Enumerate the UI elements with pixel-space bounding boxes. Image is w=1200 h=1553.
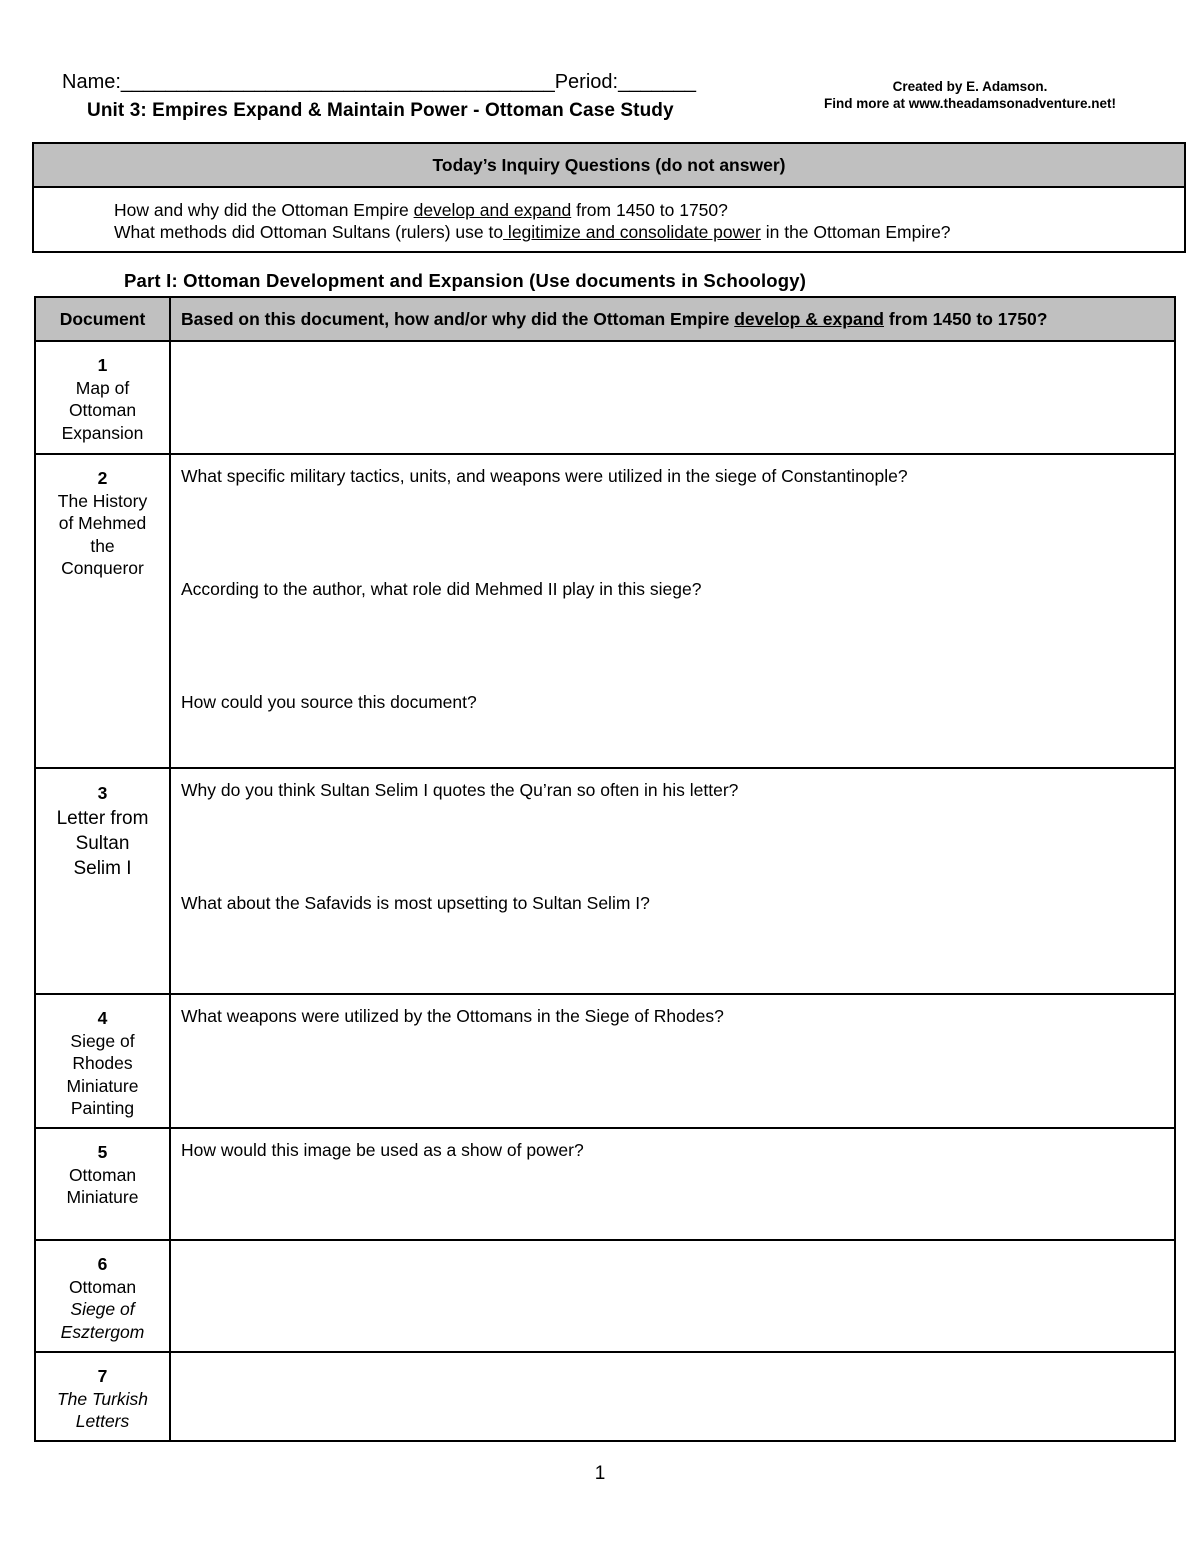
document-cell: 4 Siege of Rhodes Miniature Painting <box>35 994 170 1128</box>
inquiry-questions-box <box>32 142 1186 253</box>
table-row <box>35 1128 1175 1240</box>
credit-block <box>760 78 1180 112</box>
document-cell: 2 The History of Mehmed the Conqueror <box>35 454 170 768</box>
table-row <box>35 454 1175 768</box>
column-header-document: Document <box>35 297 170 341</box>
period-label: Period: <box>554 71 619 93</box>
column-header-question: Based on this document, how and/or why did the Ottoman Empire develop & expand from 1450 to 1750? <box>170 297 1175 341</box>
answer-cell[interactable] <box>170 768 1175 994</box>
document-cell: 6 Ottoman Siege of Esztergom <box>35 1240 170 1352</box>
question-text: What specific military tactics, units, and weapons were utilized in the siege of Constantinople? <box>181 466 908 486</box>
credit-line: Created by E. Adamson. <box>892 79 1048 94</box>
document-cell: 7 The Turkish Letters <box>35 1352 170 1441</box>
table-row <box>35 1352 1175 1441</box>
document-cell: 3 Letter from Sultan Selim I <box>35 768 170 994</box>
page-number: 1 <box>594 1463 606 1484</box>
answer-cell[interactable] <box>170 1352 1175 1441</box>
question-text: What weapons were utilized by the Ottomans in the Siege of Rhodes? <box>181 1006 724 1026</box>
name-period-line <box>62 71 696 94</box>
answer-cell[interactable] <box>170 1240 1175 1352</box>
period-blank[interactable]: _______ <box>618 71 696 93</box>
table-row <box>35 994 1175 1128</box>
question-text: How could you source this document? <box>181 692 477 712</box>
inquiry-question-2: What methods did Ottoman Sultans (rulers) use to legitimize and consolidate power in the Ottoman Empire? <box>114 222 951 242</box>
inquiry-body <box>34 188 1184 243</box>
inquiry-title: Today’s Inquiry Questions (do not answer) <box>34 144 1184 188</box>
document-table <box>34 296 1176 1442</box>
unit-title: Unit 3: Empires Expand & Maintain Power - Ottoman Case Study <box>87 100 674 121</box>
answer-cell[interactable] <box>170 1128 1175 1240</box>
credit-website: Find more at www.theadamsonadventure.net! <box>823 96 1117 111</box>
inquiry-question-1: How and why did the Ottoman Empire develop and expand from 1450 to 1750? <box>114 200 728 220</box>
answer-cell[interactable] <box>170 994 1175 1128</box>
document-cell: 5 Ottoman Miniature <box>35 1128 170 1240</box>
table-header-row <box>35 297 1175 341</box>
answer-cell[interactable] <box>170 454 1175 768</box>
name-label: Name: <box>62 71 121 93</box>
question-text: According to the author, what role did Mehmed II play in this siege? <box>181 579 702 599</box>
table-row <box>35 768 1175 994</box>
part-title: Part I: Ottoman Development and Expansion (Use documents in Schoology) <box>124 270 807 291</box>
name-blank[interactable]: _______________________________________ <box>120 71 555 93</box>
document-cell: 1 Map of Ottoman Expansion <box>35 341 170 454</box>
question-text: Why do you think Sultan Selim I quotes the Qu’ran so often in his letter? <box>181 780 739 800</box>
question-text: How would this image be used as a show of power? <box>181 1140 584 1160</box>
table-row <box>35 341 1175 454</box>
question-text: What about the Safavids is most upsetting to Sultan Selim I? <box>181 893 650 913</box>
answer-cell[interactable] <box>170 341 1175 454</box>
table-row <box>35 1240 1175 1352</box>
